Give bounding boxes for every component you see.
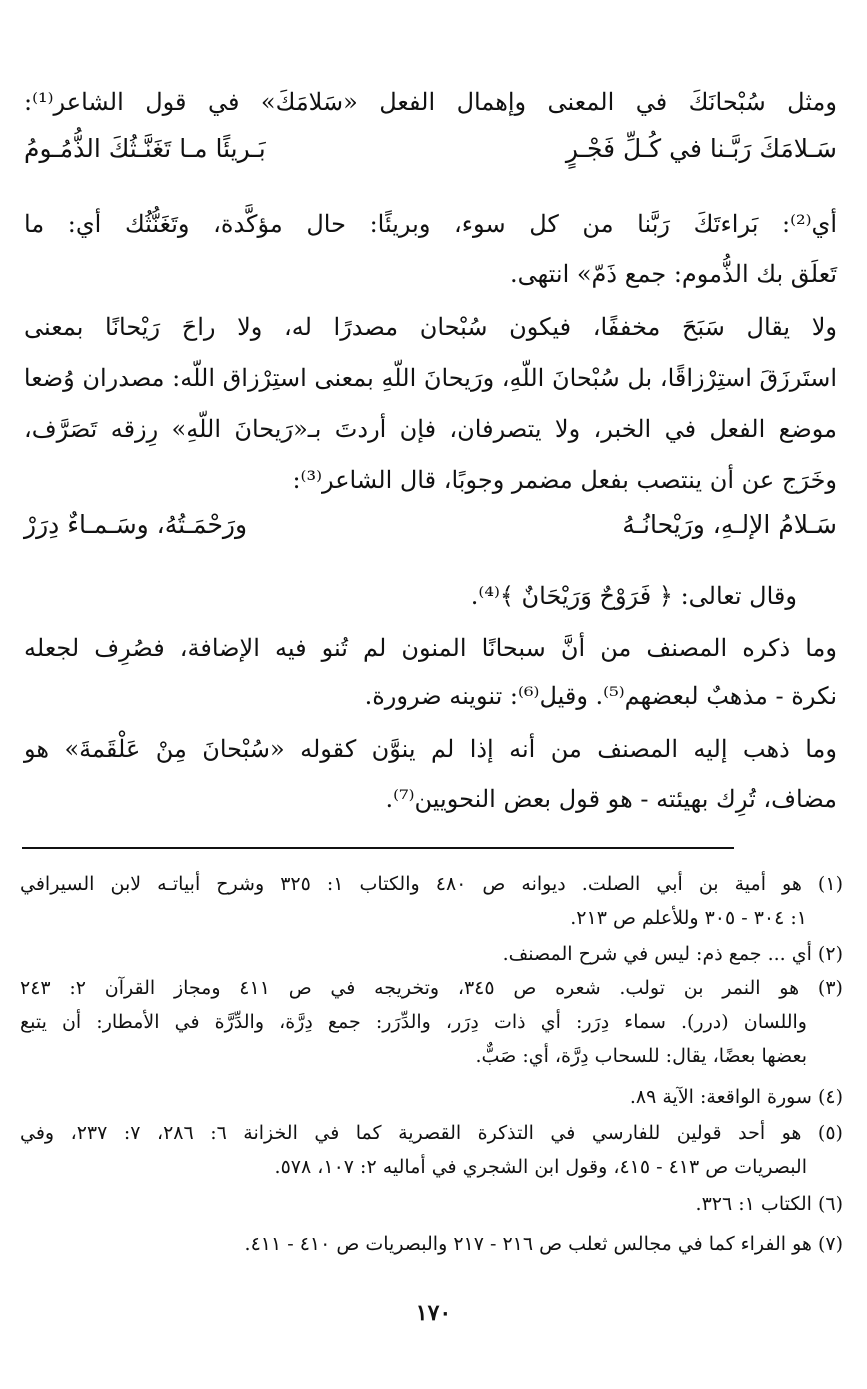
body-line: وما ذكره المصنف من أنَّ سبحانًا المنون لم تُنو فيه الإضافة، فصُرِف لجعله — [24, 634, 837, 662]
footnote-line: بعضها بعضًا، يقال: للسحاب دِرَّة، أي: صَبٌّ. — [475, 1045, 807, 1067]
body-line: مضاف، تُرِك بهيئته - هو قول بعض النحويين⁽⁷⁾. — [385, 785, 837, 813]
footnote-line: البصريات ص ٤١٣ - ٤١٥، وقول ابن الشجري في أماليه ٢: ١٠٧، ٥٧٨. — [274, 1156, 807, 1178]
footnote-line: واللسان (درر). سماء دِرَر: أي ذات دِرَر، والدِّرَر: جمع دِرَّة، والدِّرَّة في الأمطار: أن يتبع — [20, 1011, 807, 1033]
body-line: استَرزَقَ استِرْزاقًا، بل سُبْحانَ اللّهِ، ورَيحانَ اللّهِ بمعنى استِرْزاق اللّه: مصدران وُضعا — [23, 364, 837, 392]
body-line: ومثل سُبْحانَكَ في المعنى وإهمال الفعل «سَلامَكَ» في قول الشاعر⁽¹⁾: — [24, 88, 837, 116]
verse-line — [24, 510, 837, 539]
body-line: موضع الفعل في الخبر، ولا يتصرفان، فإن أردتَ بـ«رَيحانَ اللّهِ» رِزقه تَصَرَّف، — [24, 415, 837, 443]
body-line: أي⁽²⁾: بَراءتَكَ رَبَّنا من كل سوء، وبريئًا: حال مؤكَّدة، وتَغَنُّثُك أي: ما — [24, 210, 837, 238]
verse-hemistich-first: سَـلامُ الإلـهِ، ورَيْحانُـهُ — [622, 510, 837, 539]
footnote-line: (٧) هو الفراء كما في مجالس ثعلب ص ٢١٦ - ٢١٧ والبصريات ص ٤١٠ - ٤١١. — [244, 1233, 843, 1255]
footnote-line: (٤) سورة الواقعة: الآية ٨٩. — [629, 1086, 843, 1108]
footnote-line: (٥) هو أحد قولين للفارسي في التذكرة القصرية كما في الخزانة ٦: ٢٨٦، ٧: ٢٣٧، وفي — [20, 1122, 843, 1144]
verse-line — [24, 134, 837, 163]
body-line: وقال تعالى: ﴿ فَرَوْحٌ وَرَيْحَانٌ ﴾⁽⁴⁾. — [470, 582, 797, 610]
footnote-line: (٣) هو النمر بن تولب. شعره ص ٣٤٥، وتخريجه في ص ٤١١ ومجاز القرآن ٢: ٢٤٣ — [20, 977, 843, 999]
verse-hemistich-first: سَـلامَكَ رَبَّـنا في كُـلِّ فَجْـرٍ — [565, 134, 837, 163]
footnote-line: ١: ٣٠٤ - ٣٠٥ وللأعلم ص ٢١٣. — [570, 907, 807, 929]
body-line: تَعلَق بك الذُّموم: جمع ذَمّ» انتهى. — [509, 260, 837, 288]
body-line: وخَرَج عن أن ينتصب بفعل مضمر وجوبًا، قال الشاعر⁽³⁾: — [292, 466, 837, 494]
page-number: ١٧٠ — [415, 1300, 452, 1326]
footnote-line: (٦) الكتاب ١: ٣٢٦. — [695, 1193, 843, 1215]
verse-hemistich-second: بَـريئًا مـا تَغَنَّـثُكَ الذُّمُـومُ — [24, 134, 266, 163]
verse-hemistich-second: ورَحْمَـتُهُ، وسَـمـاءٌ دِرَرْ — [24, 510, 248, 539]
body-line: ولا يقال سَبَحَ مخففًا، فيكون سُبْحان مصدرًا له، ولا راحَ رَيْحانًا بمعنى — [24, 313, 837, 341]
footnote-separator — [22, 847, 734, 849]
body-line: نكرة - مذهبٌ لبعضهم⁽⁵⁾. وقيل⁽⁶⁾: تنوينه ضرورة. — [364, 682, 837, 710]
footnote-line: (٢) أي ... جمع ذم: ليس في شرح المصنف. — [502, 943, 843, 965]
body-line: وما ذهب إليه المصنف من أنه إذا لم ينوَّن كقوله «سُبْحانَ مِنْ عَلْقَمةَ» هو — [24, 735, 837, 763]
footnote-line: (١) هو أمية بن أبي الصلت. ديوانه ص ٤٨٠ والكتاب ١: ٣٢٥ وشرح أبياتـه لابن السيرافي — [20, 873, 843, 895]
